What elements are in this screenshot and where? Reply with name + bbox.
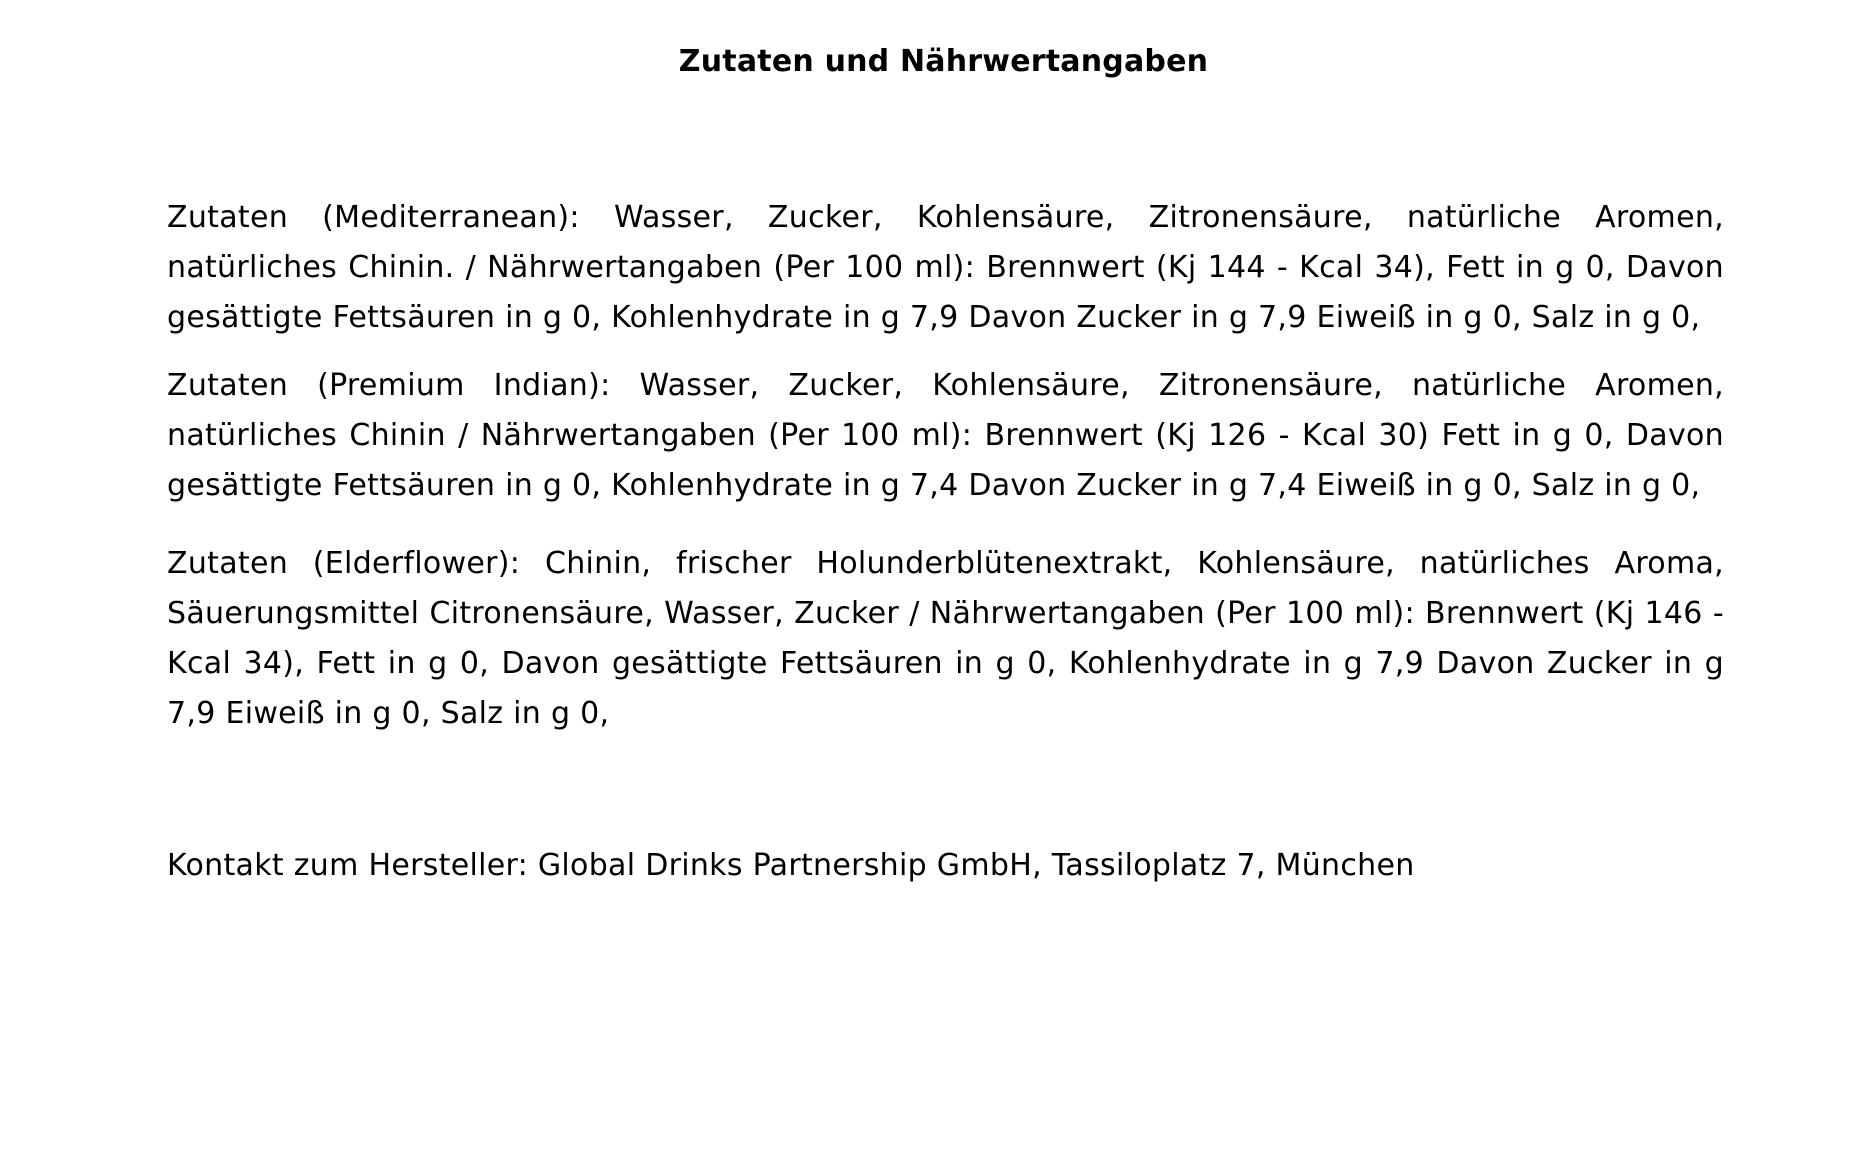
ingredients-paragraph-premium-indian: Zutaten (Premium Indian): Wasser, Zucker, Kohlensäure, Zitronensäure, natürliche Aromen, natürliches Chinin / Nährwertangaben (Per 100 ml): Brennwert (Kj 126 - Kcal 30) Fett in g 0, Davon gesättigte Fettsäuren in g 0, Kohlenhydrate in g 7,4 Davon Zucker in g 7,4 Eiweiß in g 0, Salz in g 0,	[167, 368, 1724, 503]
manufacturer-contact: Kontakt zum Hersteller: Global Drinks Partnership GmbH, Tassiloplatz 7, München	[167, 848, 1415, 883]
ingredients-paragraph-elderflower: Zutaten (Elderflower): Chinin, frischer Holunderblütenextrakt, Kohlensäure, natürliches Aroma, Säuerungsmittel Citronensäure, Wasser, Zucker / Nährwertangaben (Per 100 ml): Brennwert (Kj 146 - Kcal 34), Fett in g 0, Davon gesättigte Fettsäuren in g 0, Kohlenhydrate in g 7,9 Davon Zucker in g 7,9 Eiweiß in g 0, Salz in g 0,	[167, 546, 1724, 731]
document-title: Zutaten und Nährwertangaben	[678, 44, 1209, 79]
ingredients-paragraph-mediterranean: Zutaten (Mediterranean): Wasser, Zucker, Kohlensäure, Zitronensäure, natürliche Aromen, natürliches Chinin. / Nährwertangaben (Per 100 ml): Brennwert (Kj 144 - Kcal 34), Fett in g 0, Davon gesättigte Fettsäuren in g 0, Kohlenhydrate in g 7,9 Davon Zucker in g 7,9 Eiweiß in g 0, Salz in g 0,	[167, 200, 1724, 335]
